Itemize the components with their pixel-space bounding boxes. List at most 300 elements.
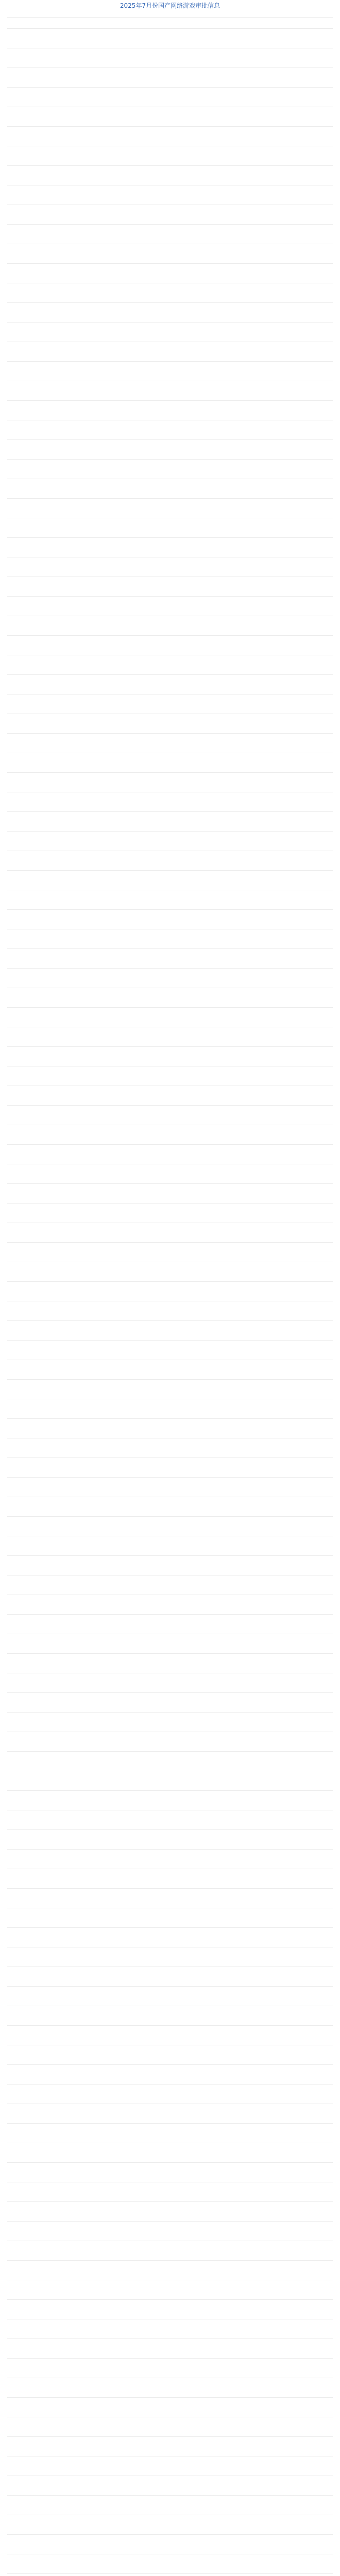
row-number-cell [7, 1204, 23, 1223]
table-cell [182, 440, 203, 460]
table-cell [203, 1575, 232, 1595]
table-cell [100, 1928, 182, 1947]
table-cell [56, 2163, 82, 2182]
table-cell [232, 460, 270, 479]
table-cell [23, 1810, 56, 1830]
table-cell [100, 714, 182, 734]
table-cell [82, 1928, 100, 1947]
row-number-cell [7, 1008, 23, 1027]
table-cell [203, 557, 232, 577]
table-cell [82, 2104, 100, 2124]
table-cell [203, 1243, 232, 1262]
table-cell [182, 2319, 203, 2339]
table-cell [23, 929, 56, 949]
table-cell [203, 1673, 232, 1693]
table-cell [203, 323, 232, 342]
table-cell [232, 871, 270, 890]
table-cell [100, 1987, 182, 2006]
table-cell [182, 616, 203, 636]
row-number-cell [7, 2241, 23, 2261]
table-cell [182, 499, 203, 518]
row-number-cell [7, 1243, 23, 1262]
table-cell [23, 205, 56, 225]
table-cell [203, 264, 232, 283]
table-cell [182, 1341, 203, 1360]
table-cell [82, 714, 100, 734]
table-cell [270, 2535, 333, 2554]
table-cell [56, 1184, 82, 1204]
table-row [7, 1595, 333, 1615]
table-cell [182, 2045, 203, 2065]
table-row [7, 2515, 333, 2535]
table-cell [56, 1399, 82, 1419]
table-cell [56, 871, 82, 890]
table-cell [203, 2496, 232, 2515]
table-cell [232, 773, 270, 792]
table-cell [203, 1438, 232, 1458]
table-cell [56, 1967, 82, 1987]
table-cell [182, 1419, 203, 1438]
table-cell [232, 1125, 270, 1145]
table-cell [232, 2319, 270, 2339]
table-cell [56, 303, 82, 323]
table-cell [270, 1066, 333, 1086]
row-number-cell [7, 1693, 23, 1713]
table-row [7, 2359, 333, 2378]
table-row [7, 2378, 333, 2398]
row-number-cell [7, 753, 23, 773]
table-row [7, 2437, 333, 2456]
table-cell [23, 362, 56, 381]
table-cell [82, 420, 100, 440]
table-cell [232, 1556, 270, 1575]
table-cell [100, 1282, 182, 1301]
row-number-cell [7, 675, 23, 694]
table-cell [100, 205, 182, 225]
table-row [7, 1027, 333, 1047]
table-cell [203, 1301, 232, 1321]
table-cell [232, 969, 270, 988]
table-cell [56, 636, 82, 655]
table-cell [23, 1791, 56, 1810]
table-cell [182, 949, 203, 969]
table-cell [203, 2006, 232, 2026]
table-cell [100, 1947, 182, 1967]
table-row [7, 420, 333, 440]
table-cell [56, 205, 82, 225]
table-cell [100, 362, 182, 381]
table-row [7, 1204, 333, 1223]
table-cell [56, 29, 82, 48]
table-cell [23, 1282, 56, 1301]
table-cell [270, 2300, 333, 2319]
table-cell [23, 518, 56, 538]
table-cell [182, 2456, 203, 2476]
table-cell [182, 1223, 203, 1243]
table-cell [23, 1771, 56, 1791]
table-cell [270, 401, 333, 420]
table-cell [100, 440, 182, 460]
table-cell [23, 479, 56, 499]
table-cell [100, 2104, 182, 2124]
table-cell [56, 2104, 82, 2124]
table-cell [82, 2359, 100, 2378]
table-row [7, 1243, 333, 1262]
table-cell [182, 342, 203, 362]
table-cell [23, 1967, 56, 1987]
row-number-cell [7, 1928, 23, 1947]
table-cell [182, 1947, 203, 1967]
table-cell [56, 2241, 82, 2261]
table-cell [182, 1830, 203, 1850]
table-cell [182, 1125, 203, 1145]
table-cell [23, 342, 56, 362]
table-cell [100, 2182, 182, 2202]
table-cell [270, 655, 333, 675]
table-cell [232, 2476, 270, 2496]
table-cell [182, 538, 203, 557]
table-cell [82, 127, 100, 146]
table-row [7, 264, 333, 283]
row-number-cell [7, 1047, 23, 1066]
table-cell [182, 2359, 203, 2378]
row-number-cell [7, 1987, 23, 2006]
table-cell [100, 499, 182, 518]
table-cell [23, 146, 56, 166]
row-number-cell [7, 2006, 23, 2026]
table-cell [23, 1321, 56, 1341]
table-cell [270, 1204, 333, 1223]
table-cell [232, 812, 270, 832]
table-cell [56, 2417, 82, 2437]
table-cell [182, 1066, 203, 1086]
table-cell [23, 1908, 56, 1928]
table-cell [56, 283, 82, 303]
table-cell [100, 381, 182, 401]
table-cell [182, 48, 203, 68]
row-number-cell [7, 48, 23, 68]
table-cell [203, 969, 232, 988]
table-cell [100, 1478, 182, 1497]
table-cell [56, 753, 82, 773]
row-number-cell [7, 871, 23, 890]
table-cell [203, 655, 232, 675]
table-cell [100, 2417, 182, 2437]
row-number-cell [7, 518, 23, 538]
row-number-cell [7, 1830, 23, 1850]
table-cell [203, 577, 232, 597]
table-cell [56, 655, 82, 675]
table-cell [203, 753, 232, 773]
table-cell [232, 342, 270, 362]
table-cell [182, 205, 203, 225]
table-cell [203, 1262, 232, 1282]
table-cell [100, 2378, 182, 2398]
table-cell [270, 890, 333, 910]
table-cell [23, 1889, 56, 1908]
row-number-cell [7, 2163, 23, 2182]
table-cell [203, 1732, 232, 1752]
table-cell [56, 949, 82, 969]
table-cell [100, 2084, 182, 2104]
table-cell [82, 2319, 100, 2339]
table-cell [203, 636, 232, 655]
table-cell [182, 1752, 203, 1771]
table-cell [56, 851, 82, 871]
table-cell [82, 2378, 100, 2398]
table-cell [82, 1380, 100, 1399]
table-cell [23, 244, 56, 264]
table-cell [203, 440, 232, 460]
table-cell [82, 753, 100, 773]
row-number-cell [7, 616, 23, 636]
table-cell [56, 1693, 82, 1713]
table-cell [82, 597, 100, 616]
table-row [7, 1321, 333, 1341]
table-row [7, 1615, 333, 1634]
row-number-cell [7, 1615, 23, 1634]
table-cell [232, 1732, 270, 1752]
table-cell [270, 1967, 333, 1987]
table-cell [56, 1928, 82, 1947]
table-cell [82, 1301, 100, 1321]
table-cell [182, 2554, 203, 2574]
table-row [7, 146, 333, 166]
table-cell [56, 1145, 82, 1164]
table-cell [56, 2261, 82, 2280]
table-cell [270, 440, 333, 460]
table-cell [203, 1810, 232, 1830]
column-header [23, 21, 56, 29]
table-cell [23, 1732, 56, 1752]
table-cell [232, 1341, 270, 1360]
table-cell [270, 2554, 333, 2574]
table-cell [182, 2417, 203, 2437]
table-cell [100, 2456, 182, 2476]
row-number-cell [7, 1497, 23, 1517]
table-cell [182, 303, 203, 323]
table-cell [270, 929, 333, 949]
table-cell [82, 1008, 100, 1027]
row-number-cell [7, 812, 23, 832]
table-cell [203, 1830, 232, 1850]
table-cell [82, 1497, 100, 1517]
table-cell [270, 538, 333, 557]
table-cell [82, 107, 100, 127]
table-cell [232, 2398, 270, 2417]
table-cell [56, 577, 82, 597]
row-number-cell [7, 29, 23, 48]
table-cell [203, 1360, 232, 1380]
table-cell [270, 1575, 333, 1595]
table-cell [23, 2554, 56, 2574]
table-cell [203, 479, 232, 499]
table-cell [56, 146, 82, 166]
table-cell [232, 264, 270, 283]
table-cell [100, 68, 182, 88]
table-cell [100, 1595, 182, 1615]
table-cell [270, 499, 333, 518]
table-cell [232, 734, 270, 753]
table-cell [203, 2378, 232, 2398]
row-number-cell [7, 342, 23, 362]
table-cell [232, 283, 270, 303]
table-cell [182, 1908, 203, 1928]
table-cell [82, 1830, 100, 1850]
table-cell [100, 518, 182, 538]
table-cell [82, 2261, 100, 2280]
row-number-cell [7, 2104, 23, 2124]
table-cell [270, 2182, 333, 2202]
table-cell [56, 2084, 82, 2104]
table-cell [56, 694, 82, 714]
table-cell [82, 1693, 100, 1713]
row-number-cell [7, 127, 23, 146]
table-header-row [7, 21, 333, 29]
table-row [7, 323, 333, 342]
table-cell [56, 2182, 82, 2202]
table-cell [270, 88, 333, 107]
table-cell [232, 1693, 270, 1713]
table-cell [182, 773, 203, 792]
table-cell [203, 29, 232, 48]
table-cell [23, 2124, 56, 2143]
table-cell [23, 1654, 56, 1673]
row-number-cell [7, 2222, 23, 2241]
table-row [7, 2417, 333, 2437]
table-cell [100, 303, 182, 323]
table-cell [23, 420, 56, 440]
table-row [7, 1380, 333, 1399]
table-cell [82, 1889, 100, 1908]
table-cell [182, 88, 203, 107]
table-cell [203, 2084, 232, 2104]
row-number-cell [7, 1419, 23, 1438]
table-cell [203, 1008, 232, 1027]
table-cell [203, 2202, 232, 2222]
table-cell [23, 1497, 56, 1517]
table-cell [203, 832, 232, 851]
table-cell [23, 107, 56, 127]
table-cell [82, 2280, 100, 2300]
row-number-cell [7, 1908, 23, 1928]
table-cell [270, 1086, 333, 1106]
table-cell [56, 264, 82, 283]
table-cell [23, 2535, 56, 2554]
table-cell [182, 2065, 203, 2084]
table-row [7, 1967, 333, 1987]
table-cell [232, 1243, 270, 1262]
column-header [82, 21, 100, 29]
table-cell [270, 2378, 333, 2398]
table-cell [270, 1125, 333, 1145]
table-row [7, 655, 333, 675]
table-cell [232, 538, 270, 557]
table-row [7, 2456, 333, 2476]
table-cell [82, 2222, 100, 2241]
table-cell [203, 146, 232, 166]
table-cell [23, 2359, 56, 2378]
table-cell [203, 2182, 232, 2202]
table-cell [270, 1830, 333, 1850]
table-cell [182, 1008, 203, 1027]
table-cell [100, 2026, 182, 2045]
table-cell [203, 792, 232, 812]
table-cell [270, 303, 333, 323]
table-cell [232, 1027, 270, 1047]
table-cell [23, 2261, 56, 2280]
table-cell [23, 2065, 56, 2084]
table-cell [82, 2163, 100, 2182]
table-cell [100, 969, 182, 988]
table-cell [100, 1321, 182, 1341]
table-cell [100, 988, 182, 1008]
table-cell [23, 1125, 56, 1145]
table-cell [270, 479, 333, 499]
table-cell [100, 2222, 182, 2241]
table-cell [82, 1673, 100, 1693]
table-cell [270, 2359, 333, 2378]
table-cell [270, 557, 333, 577]
row-number-cell [7, 1145, 23, 1164]
table-cell [232, 988, 270, 1008]
table-cell [270, 2104, 333, 2124]
table-cell [203, 1125, 232, 1145]
table-cell [182, 283, 203, 303]
row-number-cell [7, 440, 23, 460]
table-cell [56, 1321, 82, 1341]
table-cell [56, 1066, 82, 1086]
table-cell [182, 597, 203, 616]
table-cell [182, 2339, 203, 2359]
table-row [7, 2026, 333, 2045]
table-row [7, 2280, 333, 2300]
table-cell [182, 1262, 203, 1282]
table-cell [270, 988, 333, 1008]
table-cell [56, 48, 82, 68]
table-cell [182, 792, 203, 812]
table-cell [100, 538, 182, 557]
table-cell [182, 518, 203, 538]
table-row [7, 2574, 333, 2576]
row-number-cell [7, 1438, 23, 1458]
table-cell [82, 166, 100, 185]
table-cell [232, 1301, 270, 1321]
table-cell [270, 2143, 333, 2163]
table-cell [23, 2280, 56, 2300]
table-cell [232, 2084, 270, 2104]
table-cell [100, 1223, 182, 1243]
table-cell [100, 694, 182, 714]
table-cell [82, 1125, 100, 1145]
table-cell [270, 2261, 333, 2280]
table-cell [82, 1771, 100, 1791]
table-cell [203, 1634, 232, 1654]
row-number-cell [7, 949, 23, 969]
table-cell [82, 1438, 100, 1458]
table-cell [100, 1243, 182, 1262]
table-cell [182, 1713, 203, 1732]
table-cell [203, 48, 232, 68]
table-cell [232, 2065, 270, 2084]
table-cell [182, 694, 203, 714]
table-cell [232, 1987, 270, 2006]
table-cell [232, 1262, 270, 1282]
table-cell [100, 557, 182, 577]
table-cell [56, 2202, 82, 2222]
row-number-cell [7, 792, 23, 812]
table-cell [56, 1204, 82, 1223]
